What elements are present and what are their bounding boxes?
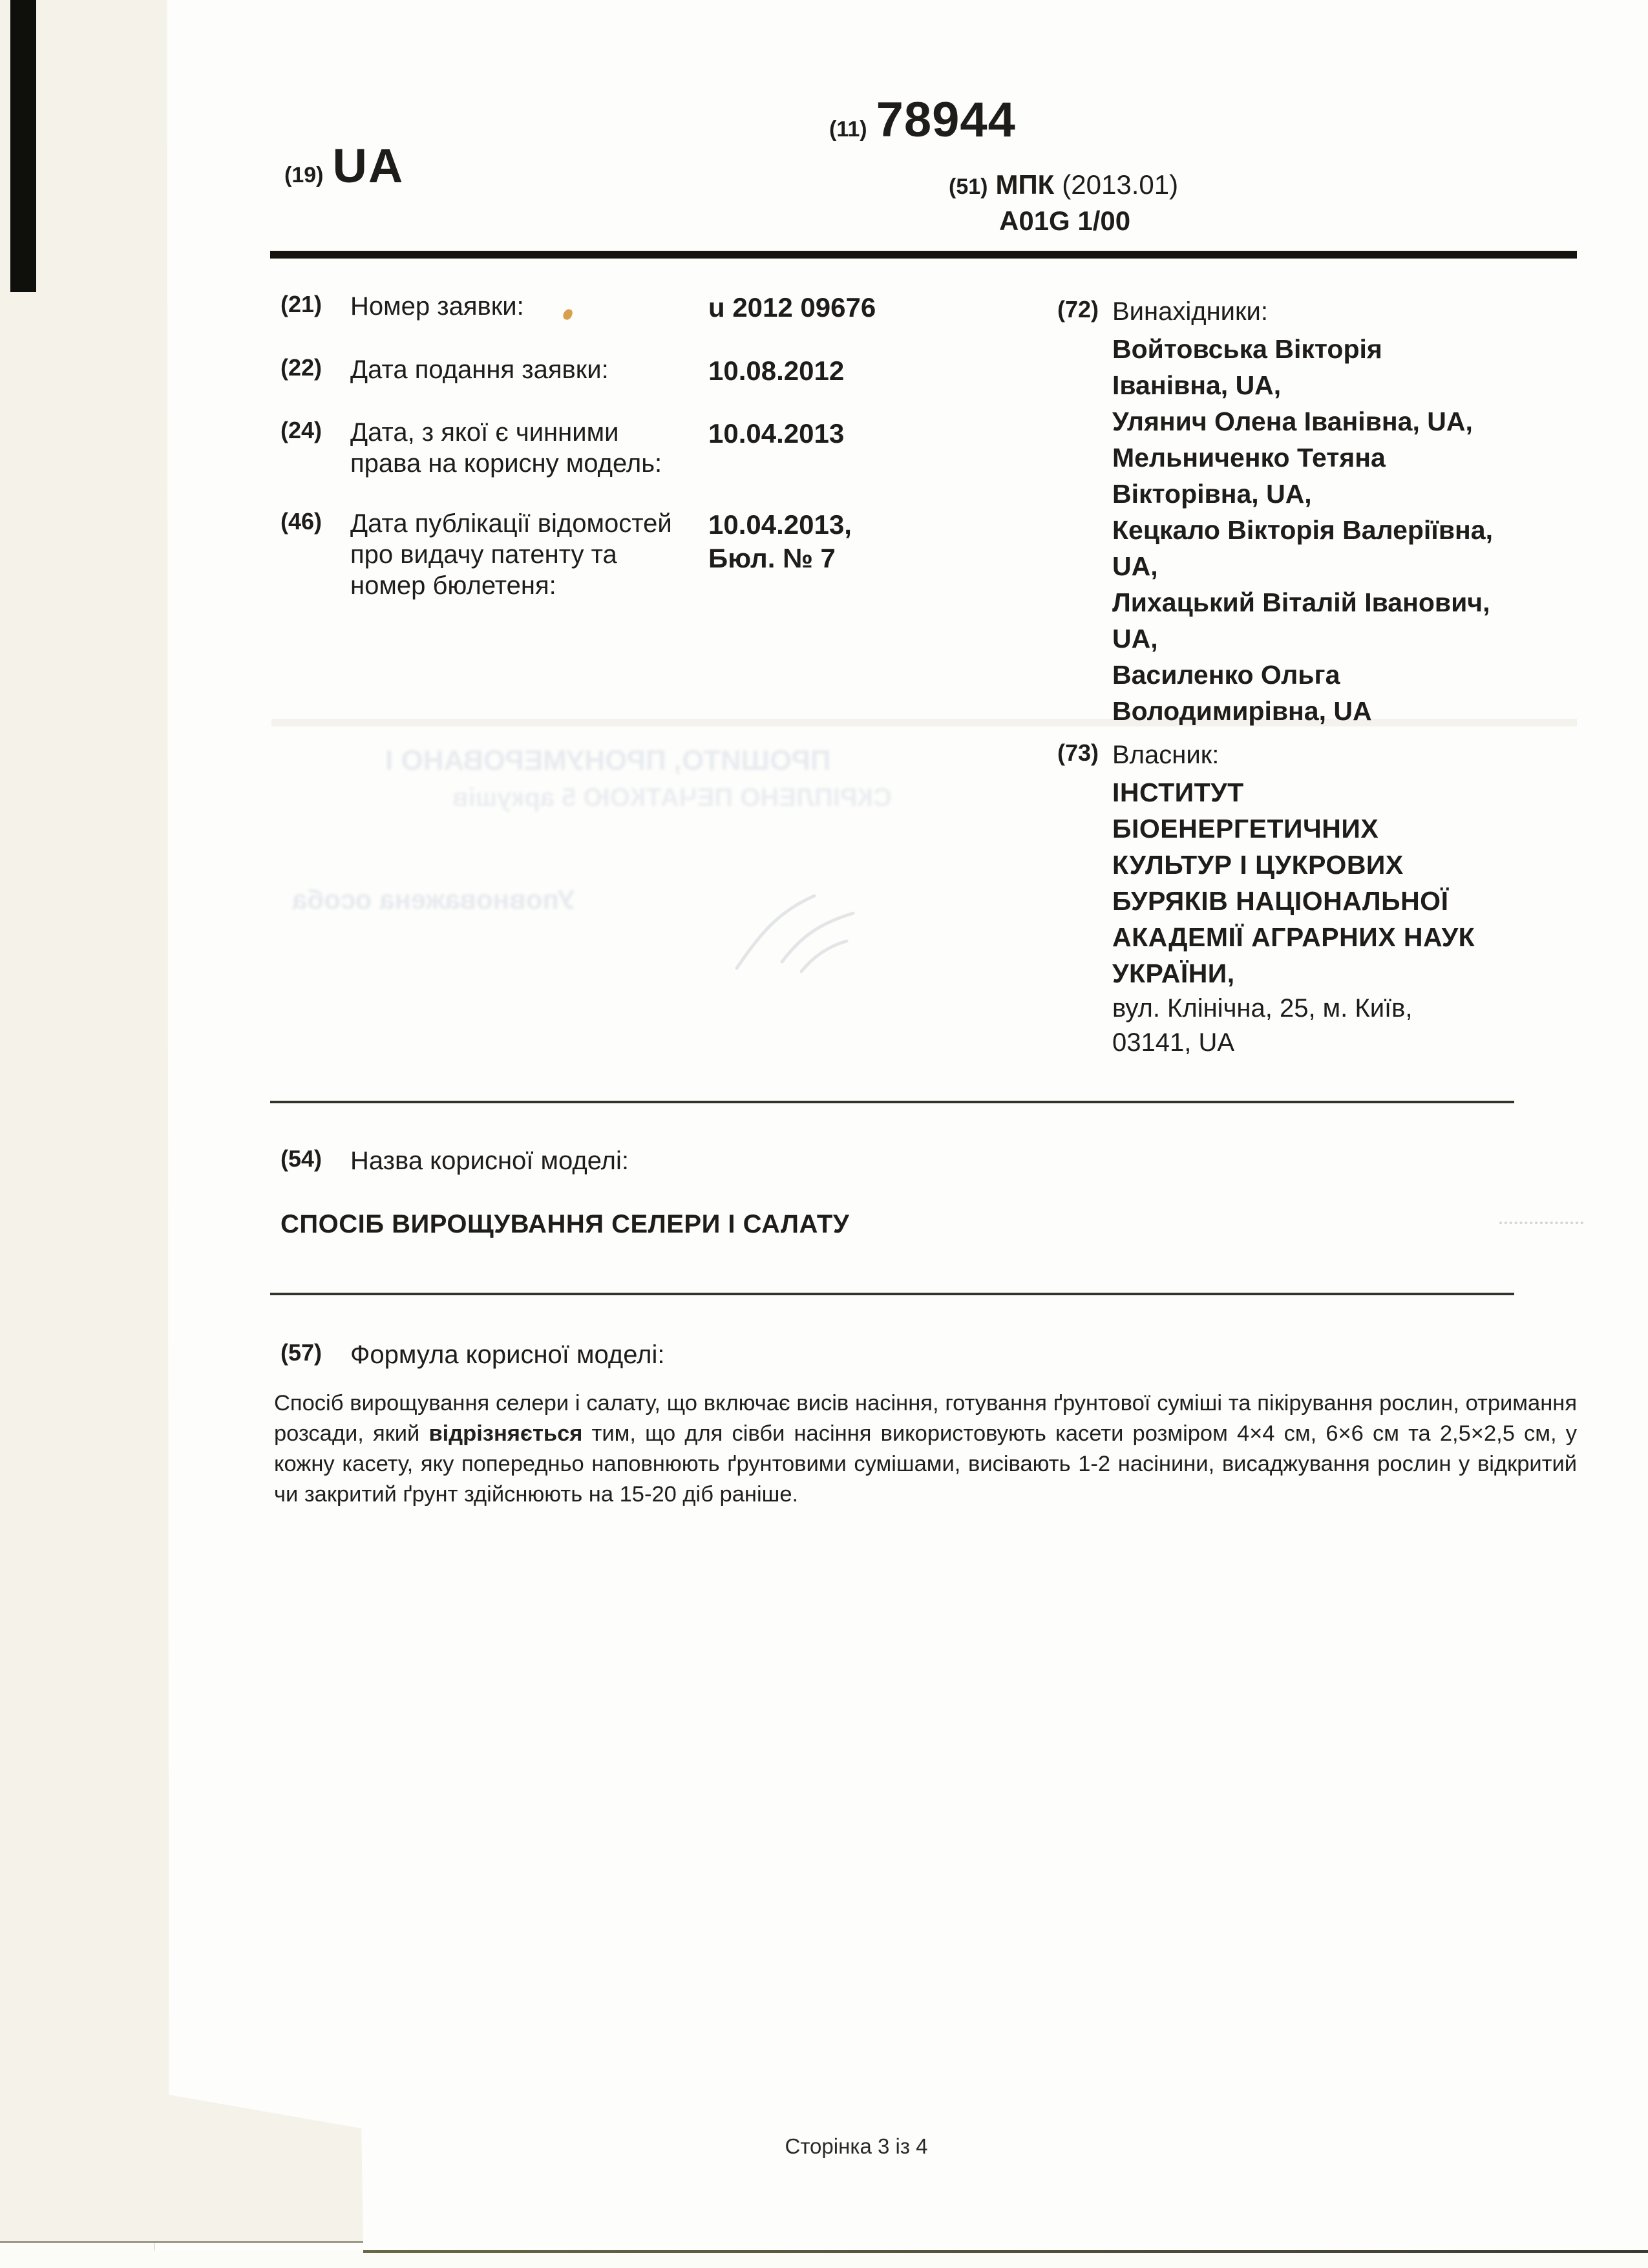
bleed-through-text: ПРОШИТО, ПРОНУМЕРОВАНО І (385, 745, 831, 776)
field-value: 10.08.2012 (708, 355, 845, 386)
inid-code-22: (22) (280, 354, 322, 381)
page-indicator: Сторінка 3 із 4 (785, 2134, 928, 2158)
field-value: u 2012 09676 (708, 292, 876, 323)
underlying-sheet-edge (0, 2241, 363, 2243)
inid-code-72: (72) (1057, 296, 1099, 323)
inid-code-73: (73) (1057, 739, 1099, 766)
inventor-line: Вікторівна, UA, (1112, 479, 1312, 509)
owner-name-line: КУЛЬТУР І ЦУКРОВИХ (1112, 850, 1404, 880)
field-label: про видачу патенту та (350, 540, 617, 569)
field-label: Дата публікації відомостей (350, 509, 672, 538)
owner-name-line: БІОЕНЕРГЕТИЧНИХ (1112, 814, 1379, 843)
inventor-line: Мельниченко Тетяна (1112, 443, 1386, 472)
publication-number (829, 92, 1016, 148)
utility-model-title: СПОСІБ ВИРОЩУВАННЯ СЕЛЕРИ І САЛАТУ (280, 1210, 850, 1238)
inventor-line: UA, (1112, 624, 1158, 653)
claims-text (274, 1388, 1577, 1510)
inid-code-46: (46) (280, 508, 322, 535)
claims-text-part: тим, що для сівби насіння використовують касети розміром 4×4 см, 6×6 см та 2,5×2,5 см, у кожну касету, яку попередньо наповнюють ґрунтовими сумішами, висівають 1-2 насінини, висаджування рослин у відкритий чи закритий ґрунт здійснюють на 15-20 діб раніше. (274, 1421, 1577, 1507)
ipc-edition: (2013.01) (1062, 169, 1179, 200)
inventors-label: Винахідники: (1112, 297, 1268, 326)
inventor-line: Улянич Олена Іванівна, UA, (1112, 407, 1473, 436)
claims-bold-word: відрізняється (428, 1421, 583, 1446)
ipc-class: A01G 1/00 (999, 206, 1131, 236)
bleed-through-text: СКРІПЛЕНО ПЕЧАТКОЮ 5 аркушів (452, 783, 892, 812)
claims-text-part: Спосіб вирощування селери і салату, що включає висів насіння, готування ґрунтової суміші та пікірування рослин, отримання розсади, який (274, 1391, 1577, 1446)
smudge-artifact (1499, 1222, 1583, 1224)
inventor-line: Лихацький Віталій Іванович, (1112, 588, 1490, 617)
section-divider (270, 1101, 1514, 1103)
field-value: 10.04.2013 (708, 418, 845, 449)
country-code-value: UA (332, 139, 405, 193)
inventors-list (1112, 331, 1493, 729)
inventor-line: Василенко Ольга (1112, 660, 1340, 690)
owner-name-line: ІНСТИТУТ (1112, 778, 1244, 807)
ipc-name: МПК (995, 169, 1055, 200)
header-divider (270, 251, 1577, 259)
inid-code-21: (21) (280, 291, 322, 317)
country-code (284, 138, 404, 193)
bleed-signature-artifact (724, 884, 879, 975)
inventor-line: Іванівна, UA, (1112, 370, 1282, 400)
field-label: права на корисну модель: (350, 449, 662, 478)
field-label: Дата подання заявки: (350, 355, 609, 384)
inventor-line: UA, (1112, 551, 1158, 581)
inid-code-51: (51) (949, 175, 988, 199)
owner-address-line: вул. Клінічна, 25, м. Київ, (1112, 994, 1413, 1023)
field-label: Номер заявки: (350, 292, 524, 321)
owner-name (1112, 774, 1475, 991)
inventor-line: Войтовська Вікторія (1112, 334, 1382, 364)
field-value: 10.04.2013, (708, 509, 852, 540)
publication-number-value: 78944 (876, 92, 1016, 147)
field-value: Бюл. № 7 (708, 543, 836, 573)
inid-code-57: (57) (280, 1339, 322, 1366)
inventor-line: Володимирівна, UA (1112, 696, 1372, 726)
owner-name-line: АКАДЕМІЇ АГРАРНИХ НАУК (1112, 922, 1475, 952)
owner-label: Власник: (1112, 741, 1220, 769)
inventor-line: Кецкало Вікторія Валеріївна, (1112, 515, 1493, 545)
field-label: Дата, з якої є чинними (350, 418, 619, 447)
inid-code-54: (54) (280, 1145, 322, 1172)
inid-code-24: (24) (280, 417, 322, 443)
owner-name-line: БУРЯКІВ НАЦІОНАЛЬНОЇ (1112, 886, 1449, 916)
inid-code-11: (11) (829, 117, 867, 142)
owner-address-line: 03141, UA (1112, 1028, 1235, 1057)
owner-name-line: УКРАЇНИ, (1112, 959, 1235, 988)
ipc-block (949, 169, 1178, 237)
inid-code-19: (19) (284, 163, 324, 187)
page-bottom-edge (363, 2250, 1648, 2253)
bleed-through-text: Уповноважена особа (292, 884, 575, 915)
title-section-label: Назва корисної моделі: (350, 1147, 629, 1175)
scanner-edge-bar (10, 0, 36, 292)
section-divider (270, 1293, 1514, 1295)
field-label: номер бюлетеня: (350, 571, 556, 600)
owner-address (1112, 991, 1413, 1060)
claims-section-label: Формула корисної моделі: (350, 1341, 665, 1369)
